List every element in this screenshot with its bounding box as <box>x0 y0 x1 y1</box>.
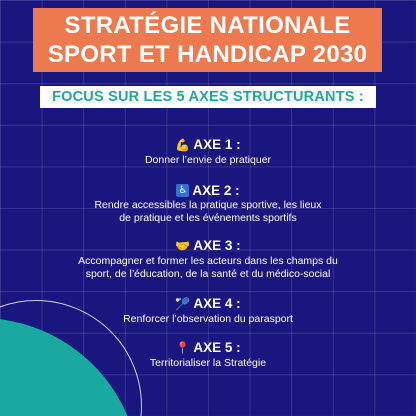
wheelchair-icon: ♿ <box>176 184 189 197</box>
axis-1-label: AXE 1 : <box>193 137 241 152</box>
axis-3-description <box>0 255 416 281</box>
axis-5-description <box>0 357 416 370</box>
axis-1-description <box>0 154 416 167</box>
axis-4-line-1: Renforcer l’observation du parasport <box>123 313 293 325</box>
axis-5 <box>0 339 416 370</box>
axis-1 <box>0 136 416 167</box>
axis-2-description <box>0 199 416 225</box>
subtitle: FOCUS SUR LES 5 AXES STRUCTURANTS : <box>52 89 364 105</box>
axis-4-label: AXE 4 : <box>193 296 241 311</box>
axis-2 <box>0 180 416 225</box>
axis-5-line-1: Territorialiser la Stratégie <box>149 357 267 369</box>
axis-4-description <box>0 313 416 326</box>
axis-3-line-1: Accompagner et former les acteurs dans les champs du <box>78 255 338 267</box>
axis-2-line-2: de pratique et les événements sportifs <box>119 211 297 224</box>
title-line-2: SPORT ET HANDICAP 2030 <box>47 41 368 68</box>
flexed-biceps-icon: 💪 <box>175 138 191 152</box>
pin-icon: 📍 <box>175 341 191 355</box>
axis-3-line-2: sport, de l’éducation, de la santé et du médico-social <box>85 268 331 280</box>
badminton-icon: 🏸 <box>175 297 191 311</box>
handshake-icon: 🤝 <box>175 239 191 253</box>
axis-3-heading <box>175 238 240 254</box>
axis-1-line-1: Donner l’envie de pratiquer <box>144 154 272 166</box>
title-line-1: STRATÉGIE NATIONALE <box>64 12 351 39</box>
axis-1-heading <box>175 137 240 153</box>
axis-2-heading <box>176 183 239 199</box>
axis-3-label: AXE 3 : <box>193 238 241 253</box>
axis-5-label: AXE 5 : <box>193 340 241 355</box>
axis-2-label: AXE 2 : <box>192 182 240 198</box>
axis-5-heading <box>175 340 240 356</box>
axis-4-heading <box>175 296 240 312</box>
axis-3 <box>0 237 416 281</box>
axis-2-line-1: Rendre accessibles la pratique sportive, les lieux <box>94 198 322 211</box>
axis-4 <box>0 295 416 326</box>
